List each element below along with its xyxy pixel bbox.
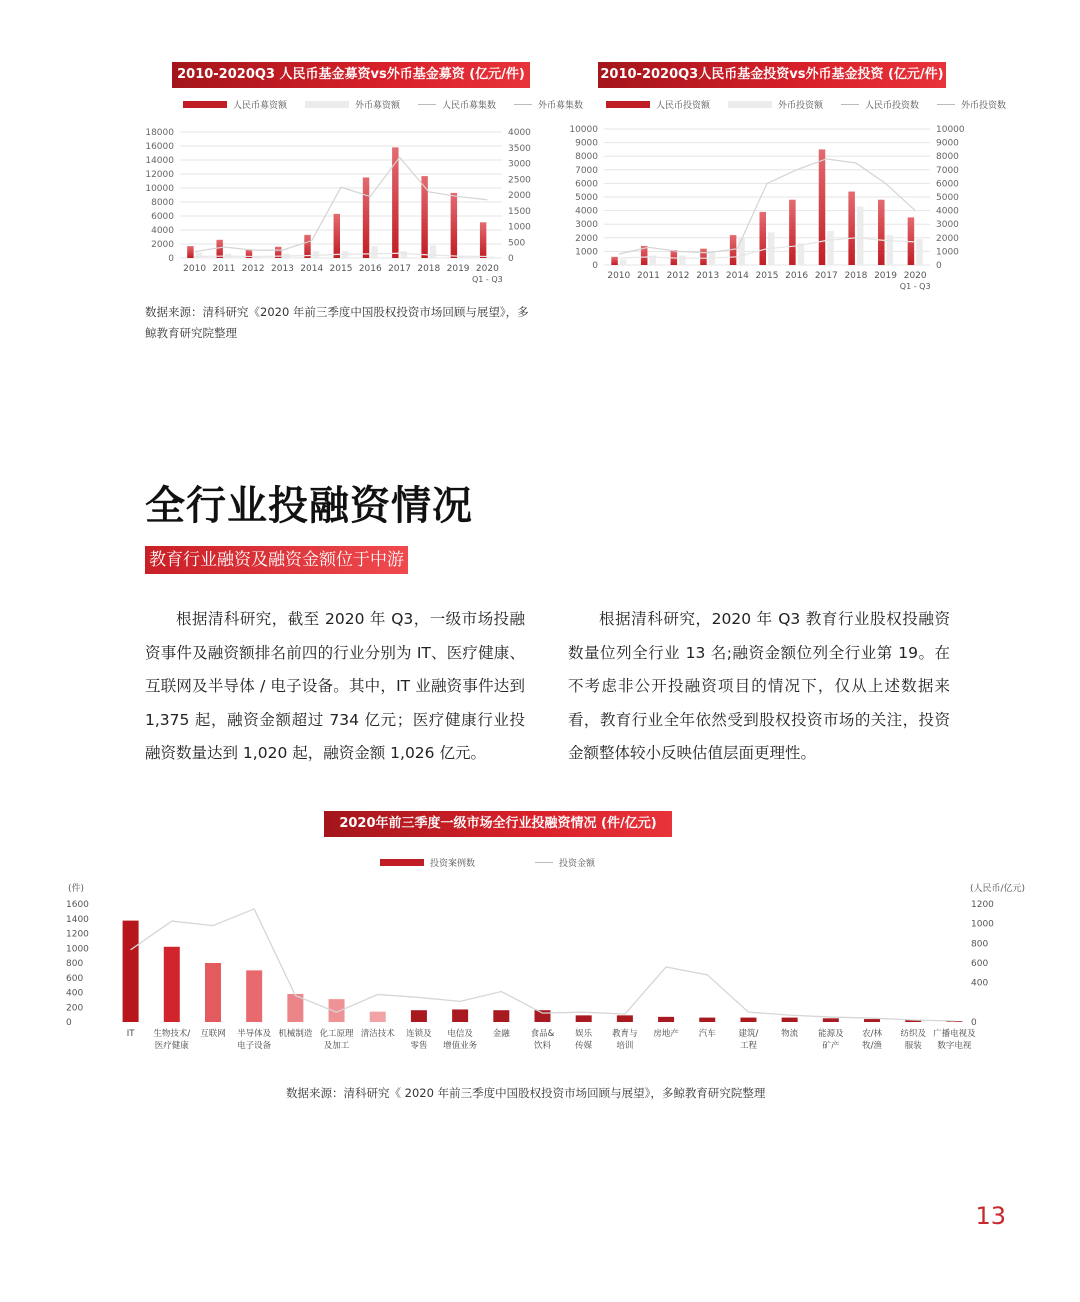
x-tick-label: 工程: [739, 1041, 757, 1051]
y-tick-label: 2000: [575, 233, 598, 244]
x-tick-label: 电子设备: [237, 1041, 272, 1051]
y-unit-label: (件): [68, 884, 85, 894]
legend-item: 投资案例数: [430, 859, 476, 869]
bar-investment-count: [164, 947, 180, 1022]
bar-foreign: [371, 246, 377, 258]
x-tick-label: 饮料: [533, 1041, 552, 1051]
legend-item: 外币投资额: [778, 101, 824, 111]
chart3-legend: [380, 856, 613, 869]
x-tick-label: 医疗健康: [154, 1041, 189, 1051]
bar-foreign: [488, 257, 494, 258]
bar-foreign: [196, 252, 202, 258]
y-tick-label: 6000: [575, 179, 598, 190]
x-tick-label: 2014: [725, 271, 749, 281]
x-tick-label: 2020: [475, 264, 499, 274]
chart2-legend: [606, 98, 1024, 111]
y2-tick-label: 600: [971, 959, 989, 969]
y-tick-label: 14000: [145, 156, 174, 166]
legend-item: 人民币募资额: [233, 101, 288, 111]
bar-rmb: [363, 178, 369, 259]
bar-foreign: [798, 243, 805, 265]
y-tick-label: 600: [66, 973, 84, 984]
legend-item: 外币投资数: [961, 101, 1007, 111]
y2-tick-label: 10000: [936, 125, 965, 135]
x-tick-label: 2013: [271, 264, 294, 274]
y-tick-label: 9000: [575, 138, 598, 149]
y-tick-label: 4000: [575, 206, 598, 217]
bar-foreign: [620, 260, 627, 265]
x-tick-label: 2016: [358, 264, 382, 274]
bar-rmb: [700, 249, 707, 265]
x-tick-label: 建筑/: [738, 1029, 759, 1039]
y2-tick-label: 3500: [508, 143, 531, 154]
legend-item: 人民币投资数: [865, 101, 920, 111]
y-tick-label: 18000: [145, 128, 174, 138]
x-tick-label: 机械制造: [278, 1029, 313, 1039]
bar-investment-count: [535, 1010, 551, 1022]
bar-rmb: [878, 200, 885, 265]
y2-tick-label: 1000: [971, 919, 994, 930]
x-tick-label: 生物技术/: [153, 1029, 191, 1039]
y2-tick-label: 0: [508, 254, 514, 264]
x-tick-label: 2019: [446, 264, 470, 274]
y-tick-label: 3000: [575, 220, 598, 231]
y2-tick-label: 5000: [936, 193, 959, 203]
line-foreign-count: [195, 253, 488, 256]
x-tick-label: 能源及: [818, 1029, 844, 1039]
legend-item: 投资金额: [559, 859, 596, 869]
y2-tick-label: 2000: [508, 191, 531, 201]
x-tick-label: 2010: [607, 271, 631, 281]
y-tick-label: 8000: [575, 152, 598, 163]
y-tick-label: 7000: [575, 165, 598, 176]
x-tick-label: 2018: [417, 264, 441, 274]
bar-investment-count: [576, 1015, 592, 1022]
y-tick-label: 12000: [145, 170, 174, 180]
y-tick-label: 16000: [145, 142, 174, 152]
bar-investment-count: [411, 1010, 427, 1022]
source-note-bottom: 数据来源：清科研究《 2020 年前三季度中国股权投资市场回顾与展望》，多鲸教育研究院整理: [286, 1086, 766, 1100]
bar-rmb: [451, 193, 457, 258]
chart3-title: 2020年前三季度一级市场全行业投融资情况 (件/亿元): [324, 811, 672, 837]
bar-investment-count: [123, 921, 139, 1022]
bar-rmb: [611, 257, 618, 265]
bar-foreign: [887, 235, 894, 265]
x-tick-label: 培训: [616, 1041, 634, 1051]
y-tick-label: 5000: [575, 193, 598, 203]
x-tick-label: 半导体及: [237, 1029, 272, 1039]
x-tick-label: 2016: [785, 271, 809, 281]
y2-tick-label: 1500: [508, 206, 531, 217]
bar-rmb: [187, 246, 193, 258]
y2-tick-label: 3000: [508, 159, 531, 170]
y2-tick-label: 0: [936, 261, 942, 271]
bar-rmb: [334, 214, 340, 258]
x-tick-label: 数字电视: [937, 1041, 972, 1051]
bar-rmb: [789, 200, 796, 265]
bar-investment-count: [823, 1018, 839, 1022]
bar-investment-count: [699, 1018, 715, 1022]
x-tick-sublabel: Q1 - Q3: [899, 282, 931, 291]
bar-rmb: [392, 147, 398, 258]
y-tick-label: 8000: [151, 198, 174, 208]
y-tick-label: 10000: [145, 184, 174, 194]
x-tick-label: 教育与: [612, 1029, 638, 1039]
bar-foreign: [313, 251, 319, 258]
bar-foreign: [430, 245, 436, 258]
x-tick-label: 2019: [874, 271, 897, 281]
x-tick-label: 2011: [637, 271, 660, 281]
bar-investment-count: [493, 1010, 509, 1022]
x-tick-label: IT: [126, 1029, 135, 1039]
bar-foreign: [916, 239, 923, 265]
x-tick-label: 互联网: [200, 1029, 226, 1039]
y-tick-label: 2000: [151, 240, 174, 250]
bar-investment-count: [452, 1009, 468, 1022]
chart2-svg: [562, 120, 972, 295]
x-tick-label: 化工原理: [319, 1029, 354, 1039]
x-tick-label: 清洁技术: [360, 1029, 395, 1039]
x-tick-label: 汽车: [698, 1029, 716, 1039]
bar-investment-count: [205, 963, 221, 1022]
y-tick-label: 0: [168, 254, 174, 264]
section-subtitle: 教育行业融资及融资金额位于中游: [145, 546, 408, 574]
y2-unit-label: (人民币/亿元): [970, 884, 1026, 894]
chart1-svg: [140, 122, 550, 297]
x-tick-label: 2012: [666, 271, 690, 281]
chart1-title: 2010-2020Q3 人民币基金募资vs外币基金募资 (亿元/件): [172, 62, 530, 88]
y2-tick-label: 6000: [936, 179, 959, 190]
y2-tick-label: 0: [971, 1018, 977, 1028]
y-tick-label: 1000: [66, 944, 89, 955]
bar-investment-count: [658, 1017, 674, 1022]
bar-foreign: [679, 255, 686, 265]
y2-tick-label: 3000: [936, 220, 959, 231]
bar-rmb: [759, 212, 766, 265]
y-tick-label: 6000: [151, 212, 174, 222]
y-tick-label: 200: [66, 1003, 84, 1014]
y-tick-label: 1000: [575, 247, 598, 258]
legend-item: 外币募集数: [538, 101, 584, 111]
y2-tick-label: 800: [971, 939, 989, 950]
y2-tick-label: 1200: [971, 900, 994, 910]
bar-investment-count: [617, 1015, 633, 1022]
x-tick-label: 2020: [903, 271, 927, 281]
y2-tick-label: 7000: [936, 165, 959, 176]
x-tick-label: 及加工: [323, 1041, 350, 1051]
y2-tick-label: 1000: [508, 222, 531, 233]
y2-tick-label: 4000: [508, 128, 531, 138]
line-foreign-count: [619, 238, 915, 258]
x-tick-label: 2011: [212, 264, 236, 274]
y-tick-label: 800: [66, 959, 84, 969]
x-tick-label: 2017: [814, 271, 838, 281]
bar-foreign: [857, 207, 864, 265]
x-tick-label: 零售: [410, 1041, 428, 1051]
y-tick-label: 400: [66, 988, 84, 999]
chart2-title: 2010-2020Q3人民币基金投资vs外币基金投资 (亿元/件): [598, 62, 946, 88]
y-tick-label: 10000: [569, 125, 598, 135]
bar-rmb: [304, 235, 310, 258]
bar-foreign: [827, 231, 834, 265]
chart1-legend: [183, 98, 601, 111]
y2-tick-label: 8000: [936, 152, 959, 163]
x-tick-label: 食品&: [530, 1029, 555, 1039]
section-title: 全行业投融资情况: [145, 483, 473, 529]
bar-investment-count: [782, 1018, 798, 1022]
page-number: 13: [975, 1202, 1006, 1230]
x-tick-label: 服装: [904, 1041, 922, 1051]
bar-investment-count: [740, 1018, 756, 1022]
paragraph-right: 根据清科研究，2020 年 Q3 教育行业股权投融资数量位列全行业 13 名;融资金额位列全行业第 19。在不考虑非公开投融资项目的情况下，仅从上述数据来看，教育行业全年依然受到股权投资市场的关注，投资金额整体较小反映估值层面更理性。: [568, 610, 950, 762]
bar-investment-count: [370, 1012, 386, 1022]
y2-tick-label: 1000: [936, 247, 959, 258]
y-tick-label: 0: [592, 261, 598, 271]
bar-rmb: [480, 222, 486, 258]
x-tick-label: 娱乐: [575, 1029, 593, 1039]
x-tick-label: 2010: [183, 264, 207, 274]
bar-rmb: [848, 192, 855, 265]
x-tick-label: 2017: [388, 264, 411, 274]
x-tick-label: 2013: [696, 271, 720, 281]
bar-investment-count: [246, 970, 262, 1022]
line-rmb-count: [619, 159, 915, 254]
x-tick-label: 传媒: [575, 1041, 593, 1051]
source-note-top: 数据来源：清科研究《2020 年前三季度中国股权投资市场回顾与展望》，多鲸教育研究院整理: [145, 305, 529, 340]
x-tick-label: 农/林: [862, 1029, 882, 1039]
y-tick-label: 0: [66, 1018, 72, 1028]
y2-tick-label: 2000: [936, 233, 959, 244]
x-tick-label: 2015: [755, 271, 779, 281]
bar-foreign: [401, 251, 407, 258]
paragraph-left: 根据清科研究，截至 2020 年 Q3，一级市场投融资事件及融资额排名前四的行业分别为 IT、医疗健康、互联网及半导体 / 电子设备。其中，IT 业融资事件达到 1,375 起，融资金额超过 734 亿元；医疗健康行业投融资数量达到 1,020 起，融资金额 1,026 亿元。: [145, 610, 525, 762]
y2-tick-label: 400: [971, 978, 989, 989]
x-tick-label: 2018: [844, 271, 868, 281]
line-rmb-count: [195, 157, 488, 252]
y-tick-label: 1200: [66, 929, 89, 940]
x-tick-label: 金融: [492, 1029, 510, 1039]
legend-item: 人民币募集数: [442, 101, 497, 111]
x-tick-sublabel: Q1 - Q3: [471, 275, 503, 284]
bar-foreign: [709, 253, 716, 265]
bar-foreign: [459, 257, 465, 258]
bar-rmb: [421, 176, 427, 258]
y-tick-label: 4000: [151, 226, 174, 236]
x-tick-label: 矿产: [822, 1041, 840, 1051]
x-tick-label: 房地产: [653, 1029, 679, 1039]
x-tick-label: 物流: [781, 1029, 799, 1039]
x-tick-label: 2014: [300, 264, 324, 274]
bar-rmb: [216, 240, 222, 258]
y2-tick-label: 500: [508, 238, 526, 249]
legend-item: 外币募资额: [355, 101, 401, 111]
bar-rmb: [819, 149, 826, 265]
bar-investment-count: [864, 1019, 880, 1022]
x-tick-label: 纺织及: [900, 1029, 926, 1039]
y2-tick-label: 9000: [936, 138, 959, 149]
x-tick-label: 连锁及: [406, 1029, 432, 1039]
x-tick-label: 牧/渔: [862, 1041, 882, 1051]
legend-item: 人民币投资额: [656, 101, 711, 111]
bar-foreign: [738, 238, 745, 265]
x-tick-label: 电信及: [447, 1029, 473, 1039]
y-tick-label: 1400: [66, 914, 89, 925]
y-tick-label: 1600: [66, 900, 89, 910]
x-tick-label: 2012: [241, 264, 265, 274]
y2-tick-label: 2500: [508, 175, 531, 186]
x-tick-label: 广播电视及: [933, 1029, 976, 1039]
y2-tick-label: 4000: [936, 206, 959, 217]
x-tick-label: 2015: [329, 264, 353, 274]
x-tick-label: 增值业务: [443, 1041, 478, 1051]
chart3-svg: [60, 878, 1040, 1058]
